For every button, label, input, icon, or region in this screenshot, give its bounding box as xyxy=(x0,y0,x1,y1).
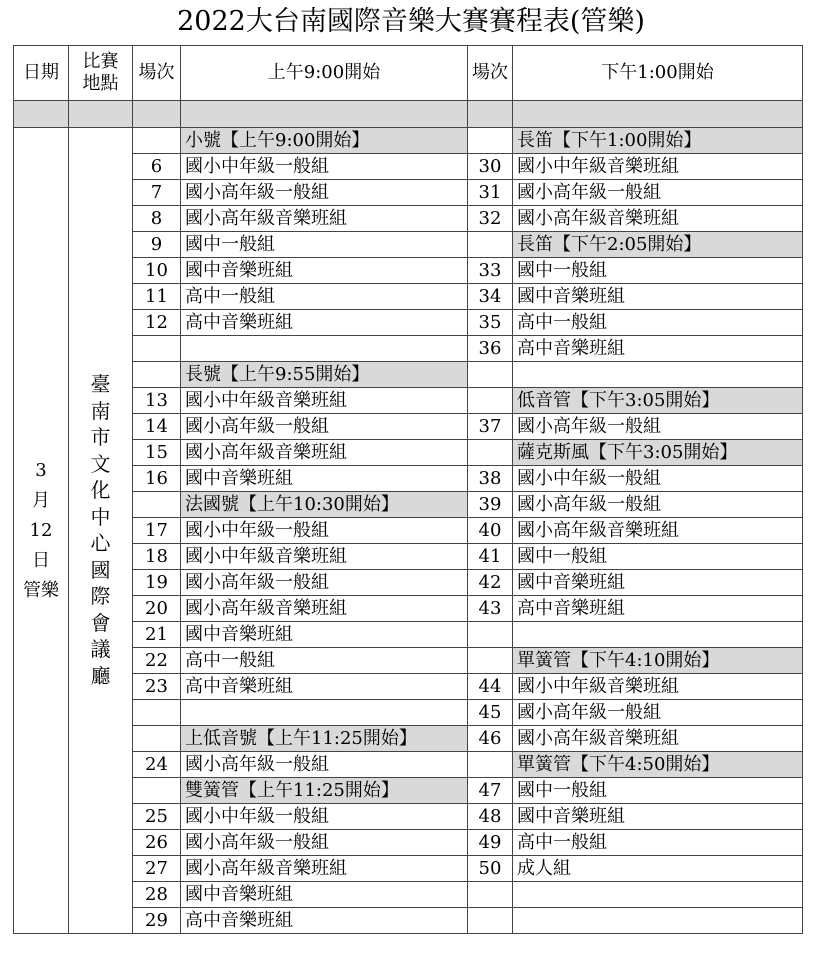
date-line: 日 xyxy=(32,549,50,571)
session-number: 31 xyxy=(468,180,513,206)
session-number: 27 xyxy=(133,856,181,882)
header-date: 日期 xyxy=(14,46,69,101)
morning-entry: 國小高年級音樂班組 xyxy=(181,206,468,232)
afternoon-entry: 國中音樂班組 xyxy=(513,284,803,310)
header-morning: 上午9:00開始 xyxy=(181,46,468,101)
morning-entry: 法國號【上午10:30開始】 xyxy=(181,492,468,518)
afternoon-entry: 國小高年級音樂班組 xyxy=(513,726,803,752)
afternoon-entry: 單簧管【下午4:50開始】 xyxy=(513,752,803,778)
afternoon-entry: 國小高年級一般組 xyxy=(513,414,803,440)
schedule-table xyxy=(13,45,803,934)
session-number: 20 xyxy=(133,596,181,622)
afternoon-entry xyxy=(513,622,803,648)
morning-entry xyxy=(181,700,468,726)
session-number: 40 xyxy=(468,518,513,544)
session-number: 39 xyxy=(468,492,513,518)
morning-entry: 國小高年級一般組 xyxy=(181,570,468,596)
session-number xyxy=(133,336,181,362)
schedule-body xyxy=(14,46,803,934)
morning-entry: 雙簧管【上午11:25開始】 xyxy=(181,778,468,804)
session-number xyxy=(133,700,181,726)
afternoon-entry xyxy=(513,908,803,934)
table-row xyxy=(14,674,803,700)
session-number: 17 xyxy=(133,518,181,544)
session-number: 8 xyxy=(133,206,181,232)
afternoon-entry: 國小中年級音樂班組 xyxy=(513,154,803,180)
session-number: 16 xyxy=(133,466,181,492)
afternoon-entry: 低音管【下午3:05開始】 xyxy=(513,388,803,414)
afternoon-entry: 國中一般組 xyxy=(513,778,803,804)
session-number: 15 xyxy=(133,440,181,466)
afternoon-entry: 國小高年級音樂班組 xyxy=(513,206,803,232)
afternoon-entry: 薩克斯風【下午3:05開始】 xyxy=(513,440,803,466)
session-number: 36 xyxy=(468,336,513,362)
morning-entry: 國中一般組 xyxy=(181,232,468,258)
morning-entry: 國中音樂班組 xyxy=(181,622,468,648)
session-number xyxy=(133,492,181,518)
session-number xyxy=(468,440,513,466)
afternoon-entry: 國中音樂班組 xyxy=(513,570,803,596)
morning-entry: 小號【上午9:00開始】 xyxy=(181,128,468,154)
session-number: 49 xyxy=(468,830,513,856)
table-row xyxy=(14,882,803,908)
morning-entry: 高中一般組 xyxy=(181,648,468,674)
table-row xyxy=(14,258,803,284)
header-venue: 比賽地點 xyxy=(69,46,133,101)
session-number: 44 xyxy=(468,674,513,700)
table-row xyxy=(14,232,803,258)
table-row xyxy=(14,440,803,466)
header-row xyxy=(14,46,803,101)
afternoon-entry: 高中音樂班組 xyxy=(513,596,803,622)
session-number xyxy=(468,752,513,778)
session-number: 24 xyxy=(133,752,181,778)
table-row xyxy=(14,830,803,856)
spacer-row xyxy=(14,101,803,128)
table-row xyxy=(14,362,803,388)
table-row xyxy=(14,544,803,570)
afternoon-entry: 國小高年級一般組 xyxy=(513,492,803,518)
afternoon-entry: 國小高年級一般組 xyxy=(513,700,803,726)
table-row xyxy=(14,596,803,622)
session-number xyxy=(468,232,513,258)
morning-entry: 國小中年級音樂班組 xyxy=(181,388,468,414)
table-row xyxy=(14,648,803,674)
morning-entry: 國小中年級一般組 xyxy=(181,154,468,180)
table-row xyxy=(14,856,803,882)
session-number: 43 xyxy=(468,596,513,622)
afternoon-entry: 高中音樂班組 xyxy=(513,336,803,362)
date-line: 12 xyxy=(29,519,53,541)
session-number: 42 xyxy=(468,570,513,596)
venue-text: 臺南市文化中心國際會議廳 xyxy=(90,372,111,688)
session-number: 28 xyxy=(133,882,181,908)
table-row xyxy=(14,180,803,206)
date-cell xyxy=(14,128,69,934)
afternoon-entry: 長笛【下午2:05開始】 xyxy=(513,232,803,258)
table-row xyxy=(14,310,803,336)
morning-entry: 國小中年級一般組 xyxy=(181,518,468,544)
morning-entry: 高中一般組 xyxy=(181,284,468,310)
table-row xyxy=(14,518,803,544)
session-number: 30 xyxy=(468,154,513,180)
table-row xyxy=(14,388,803,414)
date-line: 月 xyxy=(32,489,50,511)
morning-entry: 國小高年級一般組 xyxy=(181,414,468,440)
table-row xyxy=(14,466,803,492)
table-row xyxy=(14,752,803,778)
session-number: 45 xyxy=(468,700,513,726)
morning-entry: 高中音樂班組 xyxy=(181,674,468,700)
session-number: 21 xyxy=(133,622,181,648)
session-number: 37 xyxy=(468,414,513,440)
table-row xyxy=(14,284,803,310)
session-number: 14 xyxy=(133,414,181,440)
session-number: 41 xyxy=(468,544,513,570)
morning-entry: 上低音號【上午11:25開始】 xyxy=(181,726,468,752)
table-row xyxy=(14,336,803,362)
venue-cell xyxy=(69,128,133,934)
session-number: 47 xyxy=(468,778,513,804)
table-row xyxy=(14,622,803,648)
afternoon-entry xyxy=(513,882,803,908)
header-afternoon: 下午1:00開始 xyxy=(513,46,803,101)
table-row xyxy=(14,700,803,726)
session-number xyxy=(133,128,181,154)
morning-entry: 國中音樂班組 xyxy=(181,258,468,284)
afternoon-entry: 國中一般組 xyxy=(513,544,803,570)
table-row xyxy=(14,778,803,804)
table-row xyxy=(14,206,803,232)
morning-entry: 國小中年級音樂班組 xyxy=(181,544,468,570)
afternoon-entry: 單簧管【下午4:10開始】 xyxy=(513,648,803,674)
session-number: 35 xyxy=(468,310,513,336)
session-number xyxy=(133,726,181,752)
afternoon-entry: 國小高年級音樂班組 xyxy=(513,518,803,544)
morning-entry xyxy=(181,336,468,362)
session-number: 29 xyxy=(133,908,181,934)
session-number: 23 xyxy=(133,674,181,700)
session-number xyxy=(468,388,513,414)
table-row xyxy=(14,128,803,154)
table-row xyxy=(14,570,803,596)
session-number: 18 xyxy=(133,544,181,570)
morning-entry: 國小高年級音樂班組 xyxy=(181,596,468,622)
session-number xyxy=(468,622,513,648)
afternoon-entry: 成人組 xyxy=(513,856,803,882)
afternoon-entry: 長笛【下午1:00開始】 xyxy=(513,128,803,154)
session-number xyxy=(468,128,513,154)
date-line: 管樂 xyxy=(23,579,59,601)
table-row xyxy=(14,804,803,830)
session-number xyxy=(133,362,181,388)
session-number: 25 xyxy=(133,804,181,830)
session-number: 50 xyxy=(468,856,513,882)
morning-entry: 國小中年級一般組 xyxy=(181,804,468,830)
morning-entry: 國小高年級一般組 xyxy=(181,830,468,856)
morning-entry: 高中音樂班組 xyxy=(181,310,468,336)
session-number: 48 xyxy=(468,804,513,830)
session-number: 22 xyxy=(133,648,181,674)
header-session-pm: 場次 xyxy=(468,46,513,101)
session-number: 12 xyxy=(133,310,181,336)
afternoon-entry: 國小高年級一般組 xyxy=(513,180,803,206)
session-number: 9 xyxy=(133,232,181,258)
session-number: 13 xyxy=(133,388,181,414)
session-number: 32 xyxy=(468,206,513,232)
morning-entry: 國小高年級音樂班組 xyxy=(181,856,468,882)
page-title: 2022大台南國際音樂大賽賽程表(管樂) xyxy=(177,6,645,37)
morning-entry: 國中音樂班組 xyxy=(181,882,468,908)
afternoon-entry xyxy=(513,362,803,388)
session-number: 6 xyxy=(133,154,181,180)
afternoon-entry: 國小中年級一般組 xyxy=(513,466,803,492)
session-number: 38 xyxy=(468,466,513,492)
morning-entry: 長號【上午9:55開始】 xyxy=(181,362,468,388)
session-number xyxy=(468,882,513,908)
session-number: 46 xyxy=(468,726,513,752)
session-number xyxy=(133,778,181,804)
session-number: 26 xyxy=(133,830,181,856)
morning-entry: 國小高年級一般組 xyxy=(181,752,468,778)
session-number: 7 xyxy=(133,180,181,206)
afternoon-entry: 高中一般組 xyxy=(513,310,803,336)
session-number: 33 xyxy=(468,258,513,284)
table-row xyxy=(14,154,803,180)
morning-entry: 國小高年級音樂班組 xyxy=(181,440,468,466)
header-session-am: 場次 xyxy=(133,46,181,101)
table-row xyxy=(14,908,803,934)
morning-entry: 高中音樂班組 xyxy=(181,908,468,934)
session-number xyxy=(468,648,513,674)
afternoon-entry: 國中音樂班組 xyxy=(513,804,803,830)
session-number: 11 xyxy=(133,284,181,310)
morning-entry: 國中音樂班組 xyxy=(181,466,468,492)
session-number xyxy=(468,908,513,934)
session-number xyxy=(468,362,513,388)
table-row xyxy=(14,414,803,440)
table-row xyxy=(14,726,803,752)
session-number: 34 xyxy=(468,284,513,310)
morning-entry: 國小高年級一般組 xyxy=(181,180,468,206)
afternoon-entry: 高中一般組 xyxy=(513,830,803,856)
afternoon-entry: 國小中年級音樂班組 xyxy=(513,674,803,700)
table-row xyxy=(14,492,803,518)
session-number: 19 xyxy=(133,570,181,596)
session-number: 10 xyxy=(133,258,181,284)
date-line: 3 xyxy=(35,459,47,481)
afternoon-entry: 國中一般組 xyxy=(513,258,803,284)
